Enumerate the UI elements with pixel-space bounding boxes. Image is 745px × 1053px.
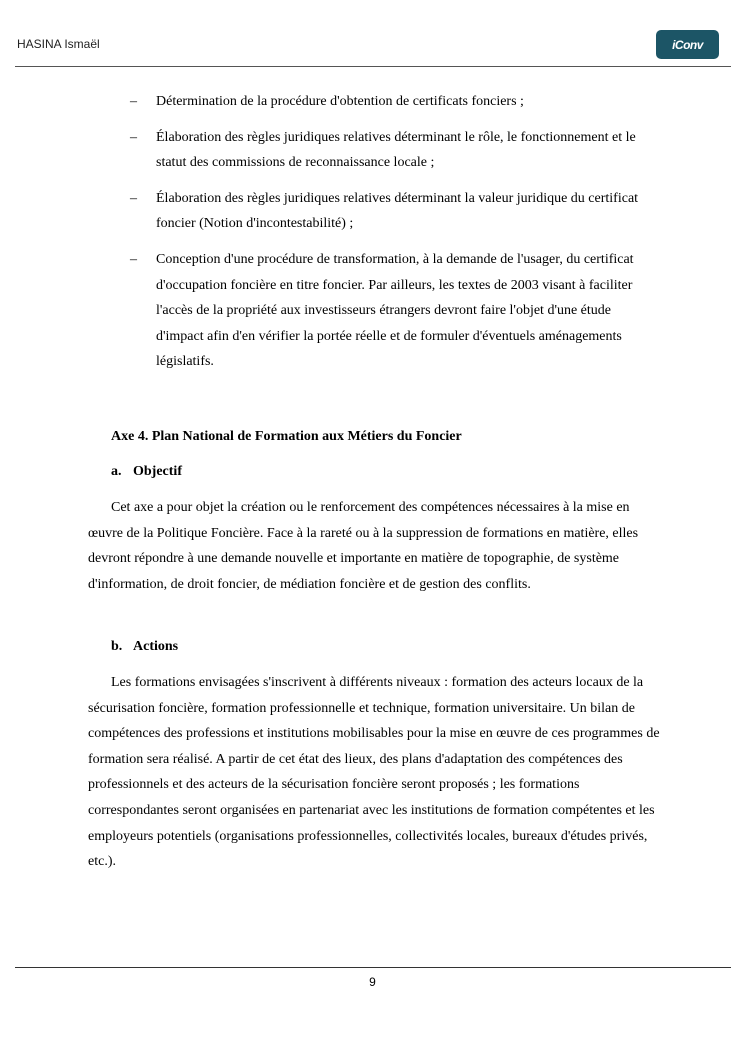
list-item <box>0 125 661 176</box>
list-item-text: Détermination de la procédure d'obtention de certificats fonciers ; <box>156 94 524 109</box>
objectif-paragraph: Cet axe a pour objet la création ou le renforcement des compétences nécessaires à la mise en œuvre de la Politique Foncière. Face à la rareté ou à la suppression de formations en matière, elles devront répondre à une demande nouvelle et importante en matière de topographie, de système d'information, de droit foncier, de médiation foncière et de gestion des conflits. <box>88 500 639 592</box>
header-divider <box>15 66 731 67</box>
subsection-label: Objectif <box>133 464 182 479</box>
page-number: 9 <box>369 975 376 989</box>
list-item-text: Élaboration des règles juridiques relatives déterminant le rôle, le fonctionnement et le statut des commissions de reconnaissance locale ; <box>156 129 636 171</box>
subsection-label: Actions <box>133 639 179 654</box>
list-item <box>0 247 661 375</box>
logo-text: iConv <box>672 37 703 52</box>
bullet-dash: – <box>130 129 137 145</box>
list-item-text: Élaboration des règles juridiques relatives déterminant la valeur juridique du certificat foncier (Notion d'incontestabilité) ; <box>156 190 639 232</box>
logo <box>656 30 719 59</box>
actions-paragraph: Les formations envisagées s'inscrivent à différents niveaux : formation des acteurs locaux de la sécurisation foncière, formation professionnelle et technique, formation universitaire. Un bilan de compétences des professions et institutions mobilisables pour la mise en œuvre de ces programmes de formation sera réalisé. A partir de cet état des lieux, des plans d'adaptation des compétences des professionnels et des acteurs de la sécurisation foncière seront proposés ; les formations correspondantes seront organisées en partenariat avec les institutions de formation compétentes et les employeurs potentiels (organisations professionnelles, collectivités locales, bureaux d'études privés, etc.). <box>88 675 660 870</box>
bullet-dash: – <box>130 94 137 109</box>
subsection-letter: a. <box>111 464 122 479</box>
subsection-letter: b. <box>111 639 123 654</box>
bullet-dash: – <box>130 190 137 206</box>
subsection-objectif-title <box>111 462 182 482</box>
list-item <box>0 89 661 115</box>
subsection-actions-title <box>111 637 178 657</box>
list-item-text: Conception d'une procédure de transformation, à la demande de l'usager, du certificat d'occupation foncière en titre foncier. Par ailleurs, les textes de 2003 visant à faciliter l'accès de la propriété aux investisseurs étrangers devront faire l'objet d'une étude d'impact afin d'en vérifier la portée réelle et de formuler d'éventuels aménagements législatifs. <box>156 251 634 370</box>
header-author: HASINA Ismaël <box>17 37 100 51</box>
list-item <box>0 186 661 237</box>
footer-divider <box>15 967 731 968</box>
bullet-list <box>0 89 745 385</box>
bullet-dash: – <box>130 251 137 267</box>
section-title: Axe 4. Plan National de Formation aux Métiers du Foncier <box>111 429 462 444</box>
